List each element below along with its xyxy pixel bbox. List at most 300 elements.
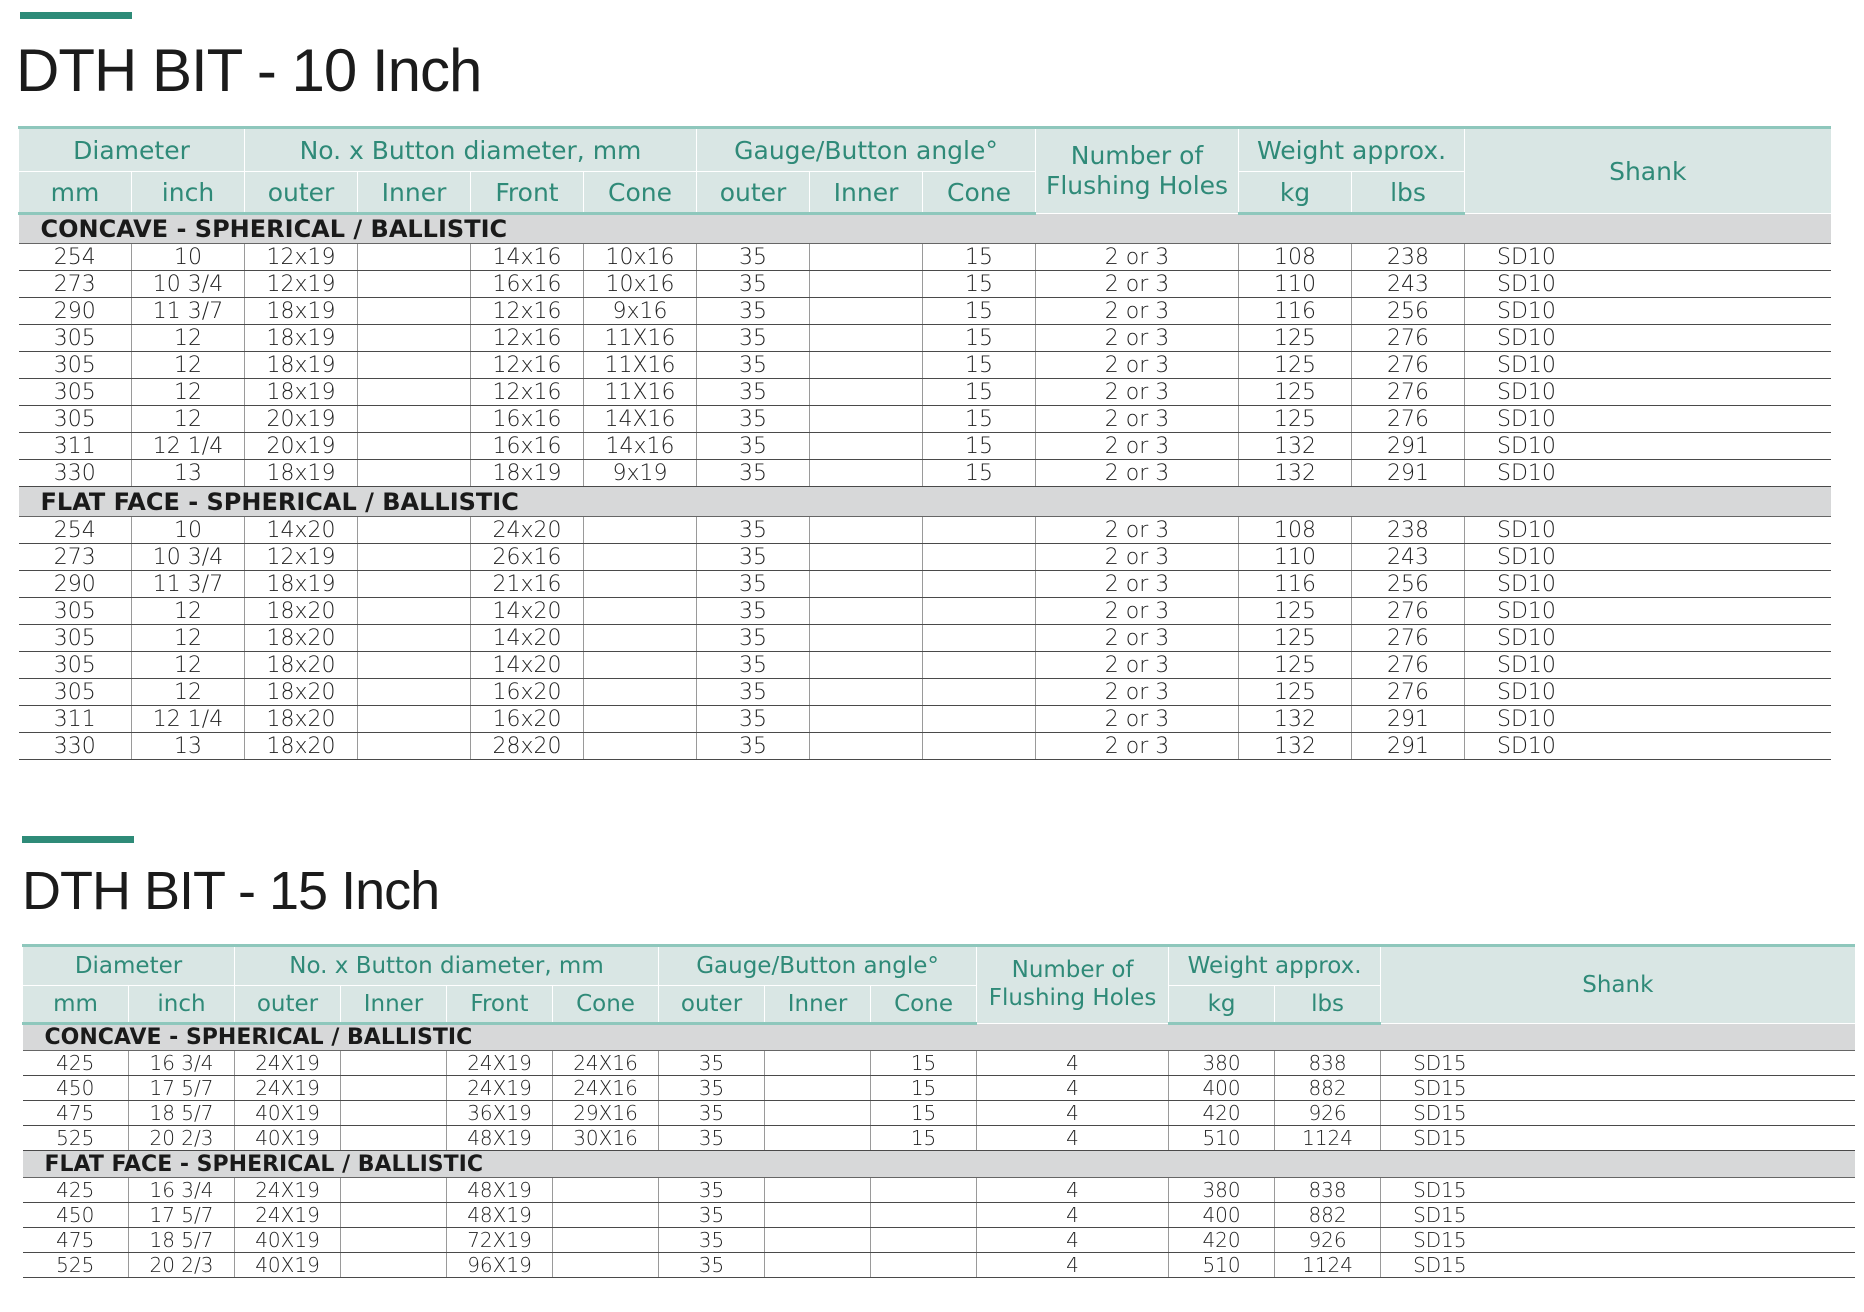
cell-mm: 254 bbox=[19, 517, 132, 544]
cell-mm: 305 bbox=[19, 652, 132, 679]
cell-weight-lbs: 256 bbox=[1352, 298, 1465, 325]
header-inner: Inner bbox=[358, 172, 471, 214]
cell-button-front: 16x16 bbox=[471, 271, 584, 298]
cell-weight-kg: 125 bbox=[1239, 352, 1352, 379]
cell-mm: 330 bbox=[19, 460, 132, 487]
cell-button-outer: 18x19 bbox=[245, 571, 358, 598]
cell-flushing-holes: 2 or 3 bbox=[1036, 598, 1239, 625]
cell-shank: SD15 bbox=[1381, 1253, 1855, 1278]
header-kg: kg bbox=[1169, 986, 1275, 1024]
header-flushing-holes: Number of Flushing Holes bbox=[1036, 128, 1239, 214]
cell-gauge-outer: 35 bbox=[697, 325, 810, 352]
cell-gauge-outer: 35 bbox=[697, 433, 810, 460]
cell-gauge-outer: 35 bbox=[697, 679, 810, 706]
cell-gauge-cone bbox=[923, 706, 1036, 733]
section-dth-bit-15 bbox=[0, 820, 1864, 1312]
cell-gauge-inner bbox=[810, 652, 923, 679]
cell-button-front: 16x16 bbox=[471, 433, 584, 460]
table-row bbox=[19, 652, 1831, 679]
cell-weight-kg: 132 bbox=[1239, 433, 1352, 460]
cell-mm: 254 bbox=[19, 244, 132, 271]
cell-button-cone: 9x16 bbox=[584, 298, 697, 325]
cell-button-inner bbox=[341, 1051, 447, 1076]
header-outer: outer bbox=[235, 986, 341, 1024]
cell-weight-kg: 380 bbox=[1169, 1051, 1275, 1076]
cell-button-front: 18x19 bbox=[471, 460, 584, 487]
cell-flushing-holes: 2 or 3 bbox=[1036, 433, 1239, 460]
cell-inch: 18 5/7 bbox=[129, 1101, 235, 1126]
cell-inch: 12 bbox=[132, 406, 245, 433]
cell-button-inner bbox=[358, 406, 471, 433]
cell-gauge-outer: 35 bbox=[659, 1051, 765, 1076]
group-header-row bbox=[19, 214, 1831, 244]
section-title: DTH BIT - 15 Inch bbox=[22, 861, 440, 921]
cell-gauge-inner bbox=[810, 679, 923, 706]
cell-gauge-inner bbox=[765, 1126, 871, 1151]
cell-inch: 12 bbox=[132, 679, 245, 706]
group-label: FLAT FACE - SPHERICAL / BALLISTIC bbox=[23, 1151, 1855, 1178]
cell-gauge-cone bbox=[923, 625, 1036, 652]
cell-weight-lbs: 276 bbox=[1352, 598, 1465, 625]
header-front: Front bbox=[471, 172, 584, 214]
cell-shank: SD10 bbox=[1465, 598, 1831, 625]
cell-button-outer: 14x20 bbox=[245, 517, 358, 544]
cell-mm: 305 bbox=[19, 352, 132, 379]
cell-button-outer: 18x20 bbox=[245, 652, 358, 679]
table-row bbox=[19, 406, 1831, 433]
cell-weight-kg: 132 bbox=[1239, 460, 1352, 487]
cell-button-cone bbox=[553, 1228, 659, 1253]
cell-button-outer: 24X19 bbox=[235, 1203, 341, 1228]
cell-button-cone bbox=[584, 544, 697, 571]
cell-weight-kg: 510 bbox=[1169, 1253, 1275, 1278]
cell-flushing-holes: 2 or 3 bbox=[1036, 706, 1239, 733]
cell-button-cone bbox=[584, 733, 697, 760]
cell-gauge-inner bbox=[765, 1228, 871, 1253]
cell-button-front: 16x20 bbox=[471, 679, 584, 706]
cell-inch: 16 3/4 bbox=[129, 1051, 235, 1076]
cell-gauge-cone: 15 bbox=[923, 406, 1036, 433]
cell-flushing-holes: 4 bbox=[977, 1076, 1169, 1101]
cell-gauge-inner bbox=[765, 1076, 871, 1101]
cell-button-cone: 9x19 bbox=[584, 460, 697, 487]
cell-button-front: 14x20 bbox=[471, 652, 584, 679]
cell-gauge-cone: 15 bbox=[923, 352, 1036, 379]
cell-weight-lbs: 291 bbox=[1352, 433, 1465, 460]
cell-button-inner bbox=[341, 1203, 447, 1228]
cell-button-cone bbox=[584, 571, 697, 598]
table-row bbox=[19, 379, 1831, 406]
cell-button-outer: 18x20 bbox=[245, 706, 358, 733]
cell-button-outer: 24X19 bbox=[235, 1051, 341, 1076]
cell-gauge-cone: 15 bbox=[923, 460, 1036, 487]
cell-gauge-outer: 35 bbox=[659, 1253, 765, 1278]
cell-flushing-holes: 4 bbox=[977, 1101, 1169, 1126]
cell-button-cone bbox=[584, 652, 697, 679]
cell-button-cone bbox=[553, 1178, 659, 1203]
cell-button-cone: 10x16 bbox=[584, 271, 697, 298]
cell-shank: SD10 bbox=[1465, 517, 1831, 544]
header-gauge-inner: Inner bbox=[810, 172, 923, 214]
cell-flushing-holes: 2 or 3 bbox=[1036, 460, 1239, 487]
cell-flushing-holes: 2 or 3 bbox=[1036, 352, 1239, 379]
cell-button-outer: 40X19 bbox=[235, 1101, 341, 1126]
cell-button-outer: 18x19 bbox=[245, 352, 358, 379]
cell-gauge-cone: 15 bbox=[871, 1051, 977, 1076]
cell-button-inner bbox=[341, 1076, 447, 1101]
cell-button-inner bbox=[358, 298, 471, 325]
cell-gauge-outer: 35 bbox=[697, 379, 810, 406]
cell-gauge-cone bbox=[923, 733, 1036, 760]
cell-button-inner bbox=[358, 517, 471, 544]
cell-shank: SD10 bbox=[1465, 406, 1831, 433]
cell-button-outer: 40X19 bbox=[235, 1228, 341, 1253]
cell-weight-kg: 380 bbox=[1169, 1178, 1275, 1203]
cell-shank: SD10 bbox=[1465, 271, 1831, 298]
cell-button-cone bbox=[584, 517, 697, 544]
cell-button-inner bbox=[358, 571, 471, 598]
cell-flushing-holes: 2 or 3 bbox=[1036, 271, 1239, 298]
header-flushing-holes: Number of Flushing Holes bbox=[977, 946, 1169, 1024]
cell-inch: 12 1/4 bbox=[132, 706, 245, 733]
cell-gauge-inner bbox=[810, 733, 923, 760]
cell-button-cone bbox=[553, 1253, 659, 1278]
cell-shank: SD10 bbox=[1465, 679, 1831, 706]
cell-mm: 311 bbox=[19, 706, 132, 733]
cell-button-inner bbox=[358, 271, 471, 298]
cell-gauge-outer: 35 bbox=[697, 298, 810, 325]
cell-gauge-outer: 35 bbox=[697, 244, 810, 271]
header-lbs: lbs bbox=[1275, 986, 1381, 1024]
cell-weight-lbs: 1124 bbox=[1275, 1126, 1381, 1151]
cell-weight-kg: 125 bbox=[1239, 406, 1352, 433]
cell-button-front: 48X19 bbox=[447, 1178, 553, 1203]
cell-flushing-holes: 2 or 3 bbox=[1036, 652, 1239, 679]
header-diameter: Diameter bbox=[23, 946, 235, 986]
header-gauge-cone: Cone bbox=[923, 172, 1036, 214]
cell-gauge-outer: 35 bbox=[697, 544, 810, 571]
cell-inch: 12 bbox=[132, 379, 245, 406]
cell-button-inner bbox=[341, 1126, 447, 1151]
cell-button-cone: 24X16 bbox=[553, 1051, 659, 1076]
cell-gauge-cone bbox=[923, 598, 1036, 625]
cell-button-cone: 11X16 bbox=[584, 325, 697, 352]
cell-weight-lbs: 926 bbox=[1275, 1101, 1381, 1126]
cell-gauge-cone bbox=[871, 1203, 977, 1228]
table-row bbox=[23, 1178, 1855, 1203]
cell-flushing-holes: 2 or 3 bbox=[1036, 544, 1239, 571]
header-gauge-inner: Inner bbox=[765, 986, 871, 1024]
cell-gauge-outer: 35 bbox=[697, 652, 810, 679]
title-accent-bar bbox=[22, 836, 134, 843]
cell-mm: 475 bbox=[23, 1228, 129, 1253]
cell-button-front: 24X19 bbox=[447, 1076, 553, 1101]
cell-gauge-inner bbox=[765, 1178, 871, 1203]
cell-gauge-cone: 15 bbox=[871, 1076, 977, 1101]
cell-button-inner bbox=[358, 544, 471, 571]
cell-button-cone bbox=[584, 706, 697, 733]
cell-weight-kg: 125 bbox=[1239, 652, 1352, 679]
cell-gauge-inner bbox=[810, 352, 923, 379]
cell-gauge-inner bbox=[810, 379, 923, 406]
cell-button-outer: 18x19 bbox=[245, 298, 358, 325]
cell-flushing-holes: 4 bbox=[977, 1178, 1169, 1203]
cell-gauge-outer: 35 bbox=[697, 733, 810, 760]
cell-flushing-holes: 2 or 3 bbox=[1036, 379, 1239, 406]
cell-mm: 525 bbox=[23, 1126, 129, 1151]
cell-shank: SD10 bbox=[1465, 298, 1831, 325]
cell-weight-lbs: 238 bbox=[1352, 517, 1465, 544]
cell-button-cone bbox=[584, 625, 697, 652]
cell-flushing-holes: 2 or 3 bbox=[1036, 325, 1239, 352]
cell-inch: 10 3/4 bbox=[132, 271, 245, 298]
cell-gauge-inner bbox=[810, 598, 923, 625]
cell-gauge-cone bbox=[871, 1228, 977, 1253]
header-weight: Weight approx. bbox=[1239, 128, 1465, 172]
cell-weight-kg: 116 bbox=[1239, 571, 1352, 598]
cell-inch: 13 bbox=[132, 733, 245, 760]
cell-shank: SD10 bbox=[1465, 433, 1831, 460]
header-weight: Weight approx. bbox=[1169, 946, 1381, 986]
cell-weight-lbs: 276 bbox=[1352, 406, 1465, 433]
header-inner: Inner bbox=[341, 986, 447, 1024]
header-button-diameter: No. x Button diameter, mm bbox=[245, 128, 697, 172]
cell-mm: 475 bbox=[23, 1101, 129, 1126]
cell-weight-lbs: 276 bbox=[1352, 325, 1465, 352]
cell-mm: 305 bbox=[19, 406, 132, 433]
section-title: DTH BIT - 10 Inch bbox=[16, 37, 482, 104]
cell-inch: 12 bbox=[132, 325, 245, 352]
cell-gauge-cone bbox=[871, 1178, 977, 1203]
cell-button-inner bbox=[358, 652, 471, 679]
cell-button-outer: 12x19 bbox=[245, 544, 358, 571]
cell-inch: 12 bbox=[132, 625, 245, 652]
cell-shank: SD15 bbox=[1381, 1051, 1855, 1076]
cell-mm: 450 bbox=[23, 1203, 129, 1228]
cell-mm: 273 bbox=[19, 271, 132, 298]
cell-gauge-cone: 15 bbox=[923, 271, 1036, 298]
cell-button-cone bbox=[584, 679, 697, 706]
cell-mm: 290 bbox=[19, 571, 132, 598]
cell-gauge-cone bbox=[871, 1253, 977, 1278]
cell-weight-kg: 400 bbox=[1169, 1203, 1275, 1228]
cell-flushing-holes: 2 or 3 bbox=[1036, 679, 1239, 706]
cell-inch: 16 3/4 bbox=[129, 1178, 235, 1203]
cell-inch: 11 3/7 bbox=[132, 298, 245, 325]
cell-button-outer: 20x19 bbox=[245, 433, 358, 460]
cell-shank: SD15 bbox=[1381, 1126, 1855, 1151]
cell-weight-kg: 116 bbox=[1239, 298, 1352, 325]
cell-gauge-cone: 15 bbox=[923, 325, 1036, 352]
group-header-row bbox=[19, 487, 1831, 517]
cell-button-inner bbox=[341, 1101, 447, 1126]
header-gauge-outer: outer bbox=[659, 986, 765, 1024]
cell-weight-lbs: 238 bbox=[1352, 244, 1465, 271]
cell-mm: 330 bbox=[19, 733, 132, 760]
cell-button-front: 48X19 bbox=[447, 1126, 553, 1151]
cell-gauge-inner bbox=[765, 1203, 871, 1228]
cell-inch: 12 bbox=[132, 598, 245, 625]
cell-button-inner bbox=[358, 325, 471, 352]
cell-flushing-holes: 4 bbox=[977, 1253, 1169, 1278]
header-gauge-outer: outer bbox=[697, 172, 810, 214]
header-lbs: lbs bbox=[1352, 172, 1465, 214]
table-row bbox=[19, 433, 1831, 460]
cell-button-inner bbox=[358, 733, 471, 760]
cell-weight-kg: 110 bbox=[1239, 544, 1352, 571]
cell-inch: 12 1/4 bbox=[132, 433, 245, 460]
cell-button-inner bbox=[358, 706, 471, 733]
cell-inch: 10 bbox=[132, 244, 245, 271]
cell-weight-lbs: 276 bbox=[1352, 625, 1465, 652]
cell-gauge-outer: 35 bbox=[697, 460, 810, 487]
cell-gauge-cone bbox=[923, 652, 1036, 679]
cell-button-inner bbox=[341, 1178, 447, 1203]
header-gauge-cone: Cone bbox=[871, 986, 977, 1024]
cell-flushing-holes: 2 or 3 bbox=[1036, 517, 1239, 544]
cell-gauge-inner bbox=[810, 544, 923, 571]
cell-gauge-cone: 15 bbox=[923, 433, 1036, 460]
cell-button-front: 12x16 bbox=[471, 352, 584, 379]
cell-button-outer: 12x19 bbox=[245, 271, 358, 298]
cell-gauge-outer: 35 bbox=[659, 1126, 765, 1151]
group-label: FLAT FACE - SPHERICAL / BALLISTIC bbox=[19, 487, 1831, 517]
table-row bbox=[19, 517, 1831, 544]
header-gauge-angle: Gauge/Button angle° bbox=[697, 128, 1036, 172]
cell-flushing-holes: 2 or 3 bbox=[1036, 406, 1239, 433]
cell-button-cone: 30X16 bbox=[553, 1126, 659, 1151]
table-row bbox=[23, 1228, 1855, 1253]
cell-weight-lbs: 291 bbox=[1352, 460, 1465, 487]
cell-gauge-outer: 35 bbox=[659, 1203, 765, 1228]
cell-button-outer: 12x19 bbox=[245, 244, 358, 271]
cell-weight-lbs: 838 bbox=[1275, 1051, 1381, 1076]
cell-button-front: 26x16 bbox=[471, 544, 584, 571]
cell-gauge-outer: 35 bbox=[697, 271, 810, 298]
cell-weight-kg: 108 bbox=[1239, 244, 1352, 271]
cell-weight-kg: 125 bbox=[1239, 625, 1352, 652]
cell-weight-kg: 132 bbox=[1239, 733, 1352, 760]
cell-shank: SD10 bbox=[1465, 706, 1831, 733]
cell-mm: 311 bbox=[19, 433, 132, 460]
cell-shank: SD15 bbox=[1381, 1228, 1855, 1253]
cell-weight-lbs: 291 bbox=[1352, 706, 1465, 733]
cell-gauge-inner bbox=[765, 1051, 871, 1076]
cell-flushing-holes: 2 or 3 bbox=[1036, 244, 1239, 271]
cell-gauge-cone bbox=[923, 517, 1036, 544]
cell-button-cone: 10x16 bbox=[584, 244, 697, 271]
cell-button-front: 36X19 bbox=[447, 1101, 553, 1126]
cell-button-front: 12x16 bbox=[471, 325, 584, 352]
cell-button-outer: 18x19 bbox=[245, 460, 358, 487]
cell-shank: SD10 bbox=[1465, 571, 1831, 598]
cell-gauge-cone: 15 bbox=[871, 1101, 977, 1126]
cell-mm: 525 bbox=[23, 1253, 129, 1278]
group-header-row bbox=[23, 1024, 1855, 1051]
cell-button-cone: 11X16 bbox=[584, 352, 697, 379]
table-row bbox=[19, 544, 1831, 571]
header-outer: outer bbox=[245, 172, 358, 214]
cell-gauge-cone bbox=[923, 544, 1036, 571]
cell-weight-lbs: 291 bbox=[1352, 733, 1465, 760]
cell-button-outer: 18x20 bbox=[245, 625, 358, 652]
cell-weight-lbs: 276 bbox=[1352, 352, 1465, 379]
cell-gauge-inner bbox=[810, 706, 923, 733]
cell-button-front: 96X19 bbox=[447, 1253, 553, 1278]
cell-gauge-outer: 35 bbox=[697, 706, 810, 733]
cell-button-front: 12x16 bbox=[471, 298, 584, 325]
group-label: CONCAVE - SPHERICAL / BALLISTIC bbox=[19, 214, 1831, 244]
cell-gauge-cone: 15 bbox=[923, 298, 1036, 325]
group-header-row bbox=[23, 1151, 1855, 1178]
header-mm: mm bbox=[19, 172, 132, 214]
cell-shank: SD10 bbox=[1465, 733, 1831, 760]
cell-button-front: 21x16 bbox=[471, 571, 584, 598]
cell-weight-kg: 400 bbox=[1169, 1076, 1275, 1101]
cell-mm: 305 bbox=[19, 679, 132, 706]
cell-mm: 305 bbox=[19, 325, 132, 352]
cell-gauge-outer: 35 bbox=[659, 1101, 765, 1126]
cell-button-outer: 24X19 bbox=[235, 1076, 341, 1101]
cell-mm: 305 bbox=[19, 598, 132, 625]
cell-gauge-inner bbox=[810, 406, 923, 433]
cell-shank: SD10 bbox=[1465, 325, 1831, 352]
cell-button-inner bbox=[358, 379, 471, 406]
cell-button-inner bbox=[341, 1228, 447, 1253]
table-row bbox=[23, 1076, 1855, 1101]
cell-inch: 12 bbox=[132, 352, 245, 379]
cell-weight-lbs: 243 bbox=[1352, 271, 1465, 298]
cell-weight-kg: 510 bbox=[1169, 1126, 1275, 1151]
cell-button-inner bbox=[358, 244, 471, 271]
cell-mm: 290 bbox=[19, 298, 132, 325]
table-row bbox=[19, 298, 1831, 325]
cell-button-front: 24x20 bbox=[471, 517, 584, 544]
cell-shank: SD15 bbox=[1381, 1203, 1855, 1228]
cell-button-cone: 14X16 bbox=[584, 406, 697, 433]
cell-gauge-cone: 15 bbox=[923, 379, 1036, 406]
cell-gauge-outer: 35 bbox=[697, 571, 810, 598]
cell-button-cone: 29X16 bbox=[553, 1101, 659, 1126]
cell-button-outer: 18x19 bbox=[245, 379, 358, 406]
table-row bbox=[19, 679, 1831, 706]
cell-gauge-cone: 15 bbox=[923, 244, 1036, 271]
title-accent-bar bbox=[20, 12, 132, 19]
table-row bbox=[19, 598, 1831, 625]
table-row bbox=[19, 325, 1831, 352]
cell-inch: 10 bbox=[132, 517, 245, 544]
cell-gauge-inner bbox=[810, 298, 923, 325]
cell-weight-kg: 132 bbox=[1239, 706, 1352, 733]
cell-shank: SD15 bbox=[1381, 1101, 1855, 1126]
cell-button-cone: 24X16 bbox=[553, 1076, 659, 1101]
cell-flushing-holes: 4 bbox=[977, 1228, 1169, 1253]
cell-weight-lbs: 256 bbox=[1352, 571, 1465, 598]
cell-button-outer: 20x19 bbox=[245, 406, 358, 433]
cell-gauge-inner bbox=[810, 460, 923, 487]
table-row bbox=[23, 1101, 1855, 1126]
table-row bbox=[23, 1253, 1855, 1278]
cell-gauge-outer: 35 bbox=[659, 1178, 765, 1203]
cell-button-front: 12x16 bbox=[471, 379, 584, 406]
cell-button-front: 14x20 bbox=[471, 598, 584, 625]
cell-mm: 450 bbox=[23, 1076, 129, 1101]
cell-button-inner bbox=[358, 352, 471, 379]
cell-button-front: 72X19 bbox=[447, 1228, 553, 1253]
cell-button-inner bbox=[358, 460, 471, 487]
header-front: Front bbox=[447, 986, 553, 1024]
table-row bbox=[19, 352, 1831, 379]
